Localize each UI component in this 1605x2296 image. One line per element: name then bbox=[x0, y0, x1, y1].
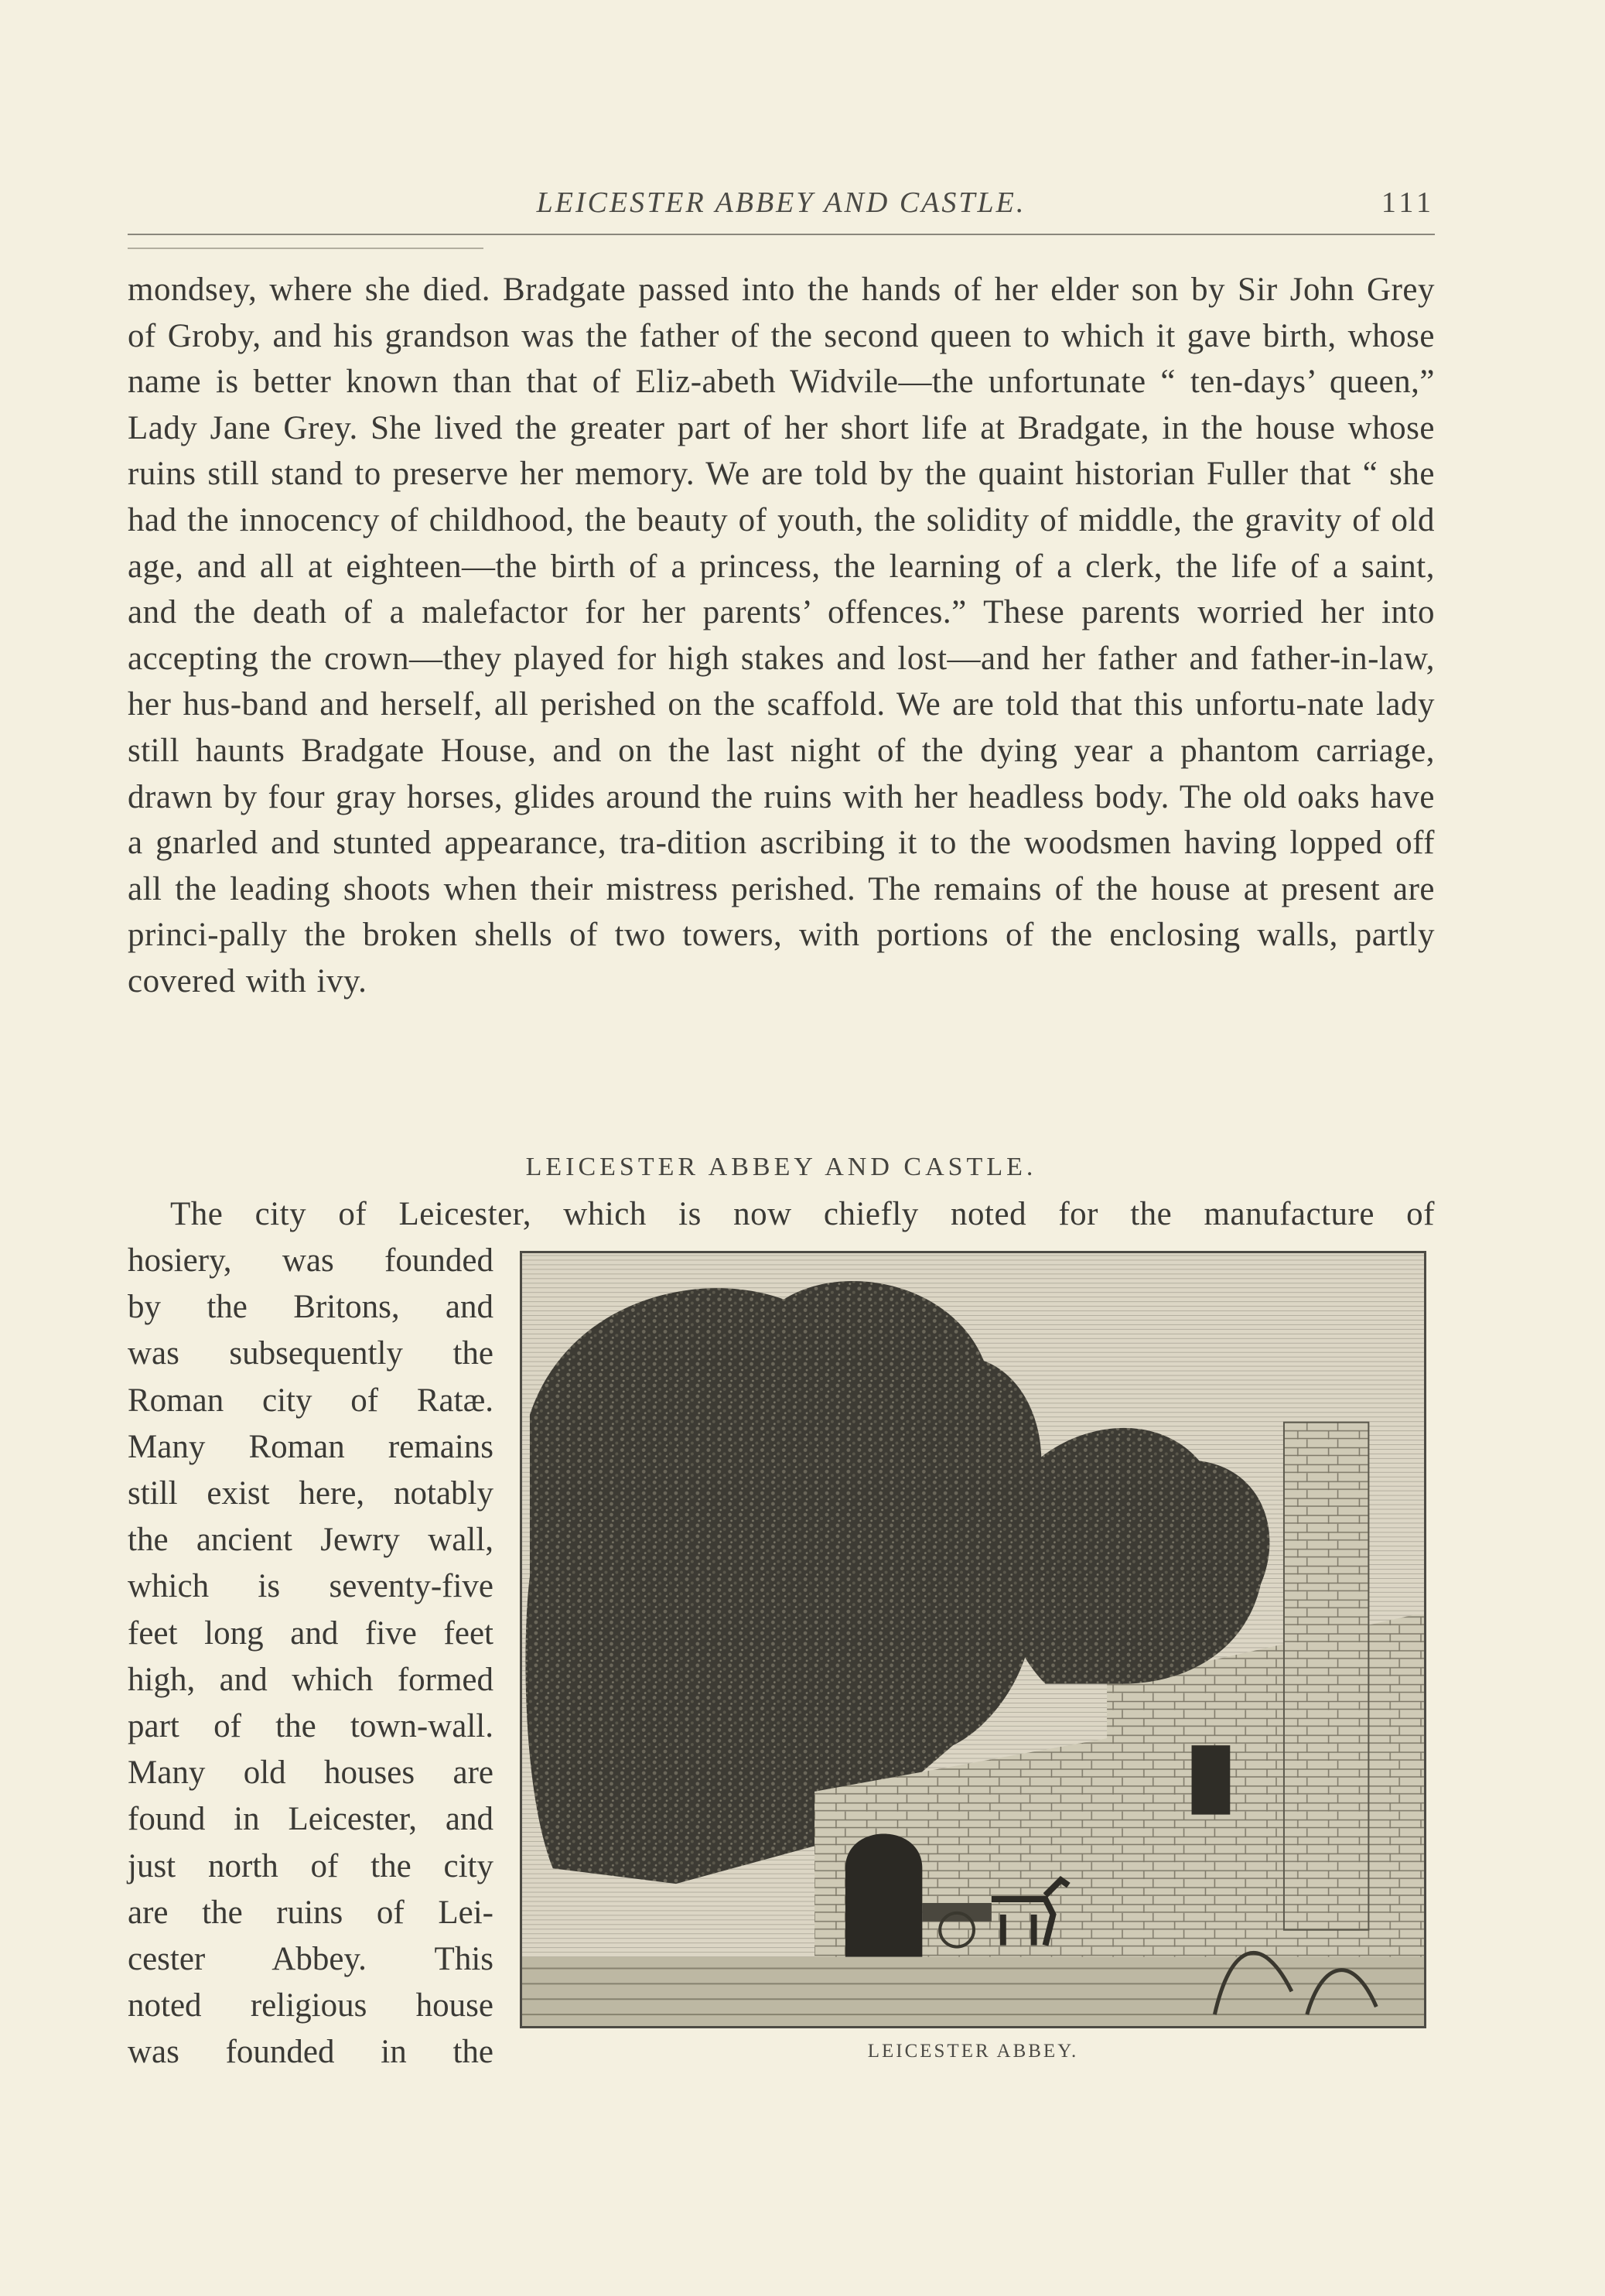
column-line: feet long and five feet bbox=[128, 1614, 493, 1652]
page-number: 111 bbox=[1381, 186, 1435, 219]
abbey-engraving bbox=[520, 1251, 1426, 2028]
header-rule bbox=[128, 234, 1435, 235]
column-line: by the Britons, and bbox=[128, 1289, 493, 1326]
column-line: high, and which formed bbox=[128, 1661, 493, 1698]
column-line: the ancient Jewry wall, bbox=[128, 1522, 493, 1559]
section-column-text bbox=[128, 1238, 493, 2076]
column-line: was founded in the bbox=[128, 2034, 493, 2071]
abbey-engraving-drawing bbox=[522, 1253, 1424, 2026]
column-line: cester Abbey. This bbox=[128, 1941, 493, 1978]
column-line: found in Leicester, and bbox=[128, 1801, 493, 1838]
column-line: Many old houses are bbox=[128, 1754, 493, 1792]
column-line: hosiery, was founded bbox=[128, 1242, 493, 1279]
body-paragraph: mondsey, where she died. Bradgate passed into the hands of her elder son by Sir John Grey of Groby, and his grandson was the father of the second queen to which it gave birth, whose name is better known than that of Eliz-abeth Widvile—the unfortunate “ ten-days’ queen,” Lady Jane Grey. She lived the greater part of her short life at Bradgate, in the house whose ruins still stand to preserve her memory. We are told by the quaint historian Fuller that “ she had the innocency of childhood, the beauty of youth, the solidity of middle, the gravity of old age, and all at eighteen—the birth of a princess, the learning of a clerk, the life of a saint, and the death of a malefactor for her parents’ offences.” These parents worried her into accepting the crown—they played for high stakes and lost—and her father and father-in-law, her hus-band and herself, all perished on the scaffold. We are told that this unfortu-nate lady still haunts Bradgate House, and on the last night of the dying year a phantom carriage, drawn by four gray horses, glides around the ruins with her headless body. The old oaks have a gnarled and stunted appearance, tra-dition ascribing it to the woodsmen having lopped off all the leading shoots when their mistress perished. The remains of the house at present are princi-pally the broken shells of two towers, with portions of the enclosing walls, partly covered with ivy. bbox=[128, 272, 1435, 999]
section-heading: LEICESTER ABBEY AND CASTLE. bbox=[525, 1153, 1037, 1181]
column-line: Roman city of Ratæ. bbox=[128, 1382, 493, 1419]
figure-caption: LEICESTER ABBEY. bbox=[867, 2041, 1079, 2062]
column-line: are the ruins of Lei- bbox=[128, 1894, 493, 1931]
column-line: part of the town-wall. bbox=[128, 1708, 493, 1745]
column-line: noted religious house bbox=[128, 1987, 493, 2024]
column-line: which is seventy-five bbox=[128, 1568, 493, 1605]
header-rule-short bbox=[128, 248, 483, 249]
section-first-line: The city of Leicester, which is now chiefly noted for the manufacture of bbox=[170, 1196, 1435, 1232]
column-line: Many Roman remains bbox=[128, 1428, 493, 1465]
column-line: was subsequently the bbox=[128, 1335, 493, 1372]
column-line: just north of the city bbox=[128, 1847, 493, 1884]
page-header bbox=[128, 186, 1435, 232]
running-title: LEICESTER ABBEY AND CASTLE. bbox=[536, 186, 1026, 219]
column-line: still exist here, notably bbox=[128, 1475, 493, 1512]
